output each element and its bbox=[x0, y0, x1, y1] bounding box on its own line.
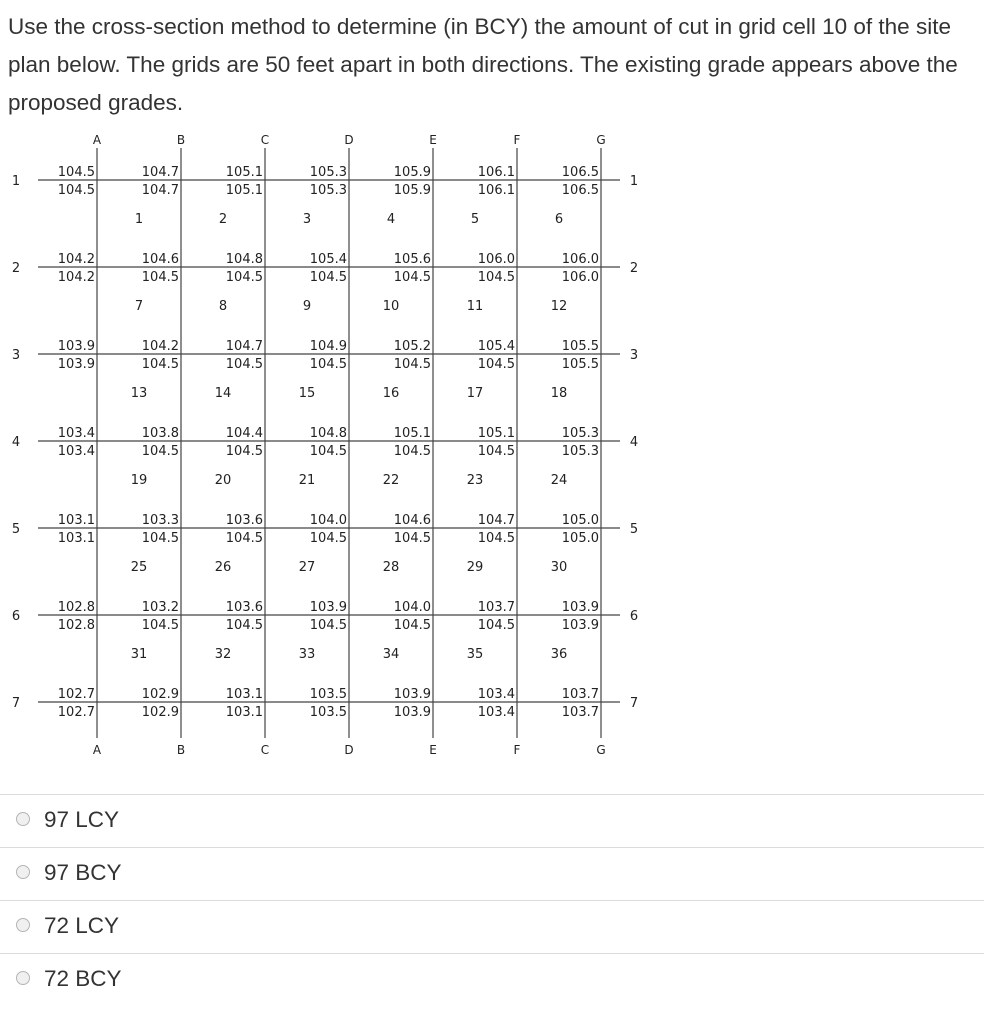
existing-elevation: 104.5 bbox=[57, 165, 95, 180]
row-label-left: 5 bbox=[11, 522, 21, 537]
grid-cell-number: 16 bbox=[382, 386, 400, 401]
proposed-elevation: 104.5 bbox=[309, 531, 347, 546]
grid-cell-number: 21 bbox=[298, 473, 316, 488]
grid-cell-number: 23 bbox=[466, 473, 484, 488]
existing-elevation: 105.1 bbox=[477, 426, 515, 441]
existing-elevation: 105.4 bbox=[477, 339, 515, 354]
proposed-elevation: 103.1 bbox=[57, 531, 95, 546]
column-label-bottom: E bbox=[429, 743, 437, 757]
proposed-elevation: 103.9 bbox=[561, 618, 599, 633]
existing-elevation: 104.0 bbox=[393, 600, 431, 615]
proposed-elevation: 105.0 bbox=[561, 531, 599, 546]
column-label-top: F bbox=[513, 133, 521, 147]
existing-elevation: 105.0 bbox=[561, 513, 599, 528]
question-text: Use the cross-section method to determine (in BCY) the amount of cut in grid cell 10 of the site plan below. The grids are 50 feet apart in both directions. The existing grade appears above the proposed grades. bbox=[8, 14, 958, 115]
column-label-top: E bbox=[429, 133, 437, 147]
proposed-elevation: 106.5 bbox=[561, 183, 599, 198]
existing-elevation: 103.5 bbox=[309, 687, 347, 702]
existing-elevation: 104.6 bbox=[141, 252, 179, 267]
proposed-elevation: 104.5 bbox=[141, 270, 179, 285]
grid-elevations bbox=[58, 165, 599, 720]
proposed-elevation: 104.5 bbox=[477, 618, 515, 633]
radio-button[interactable] bbox=[16, 971, 30, 985]
proposed-elevation: 104.5 bbox=[225, 618, 263, 633]
grid-cell-number: 2 bbox=[218, 212, 228, 227]
existing-elevation: 103.7 bbox=[477, 600, 515, 615]
grid-cell-number: 20 bbox=[214, 473, 232, 488]
radio-button[interactable] bbox=[16, 812, 30, 826]
existing-elevation: 103.7 bbox=[561, 687, 599, 702]
row-label-left: 1 bbox=[11, 174, 21, 189]
existing-elevation: 104.7 bbox=[225, 339, 263, 354]
grid-cell-number: 13 bbox=[130, 386, 148, 401]
existing-elevation: 105.4 bbox=[309, 252, 347, 267]
proposed-elevation: 103.9 bbox=[57, 357, 95, 372]
existing-elevation: 103.2 bbox=[141, 600, 179, 615]
proposed-elevation: 106.0 bbox=[561, 270, 599, 285]
proposed-elevation: 103.9 bbox=[393, 705, 431, 720]
grid-cell-number: 11 bbox=[466, 299, 484, 314]
radio-button[interactable] bbox=[16, 865, 30, 879]
proposed-elevation: 103.7 bbox=[561, 705, 599, 720]
column-label-bottom: B bbox=[176, 743, 186, 757]
option-label: 72 BCY bbox=[44, 966, 122, 991]
row-label-right: 5 bbox=[629, 522, 639, 537]
proposed-elevation: 104.5 bbox=[141, 618, 179, 633]
proposed-elevation: 102.7 bbox=[57, 705, 95, 720]
grid-cell-number: 19 bbox=[130, 473, 148, 488]
grid-cell-number: 24 bbox=[550, 473, 568, 488]
proposed-elevation: 104.5 bbox=[141, 531, 179, 546]
proposed-elevation: 104.5 bbox=[141, 444, 179, 459]
column-label-top: B bbox=[176, 133, 186, 147]
grid-cell-number: 9 bbox=[302, 299, 312, 314]
existing-elevation: 105.1 bbox=[393, 426, 431, 441]
proposed-elevation: 104.5 bbox=[477, 531, 515, 546]
grid-cell-number: 12 bbox=[550, 299, 568, 314]
grid-cell-number: 31 bbox=[130, 647, 148, 662]
existing-elevation: 106.0 bbox=[561, 252, 599, 267]
existing-elevation: 103.8 bbox=[141, 426, 179, 441]
proposed-elevation: 104.5 bbox=[477, 270, 515, 285]
grid-cell-number: 26 bbox=[214, 560, 232, 575]
existing-elevation: 104.7 bbox=[477, 513, 515, 528]
row-label-left: 7 bbox=[11, 696, 21, 711]
grid-cell-number: 3 bbox=[302, 212, 312, 227]
proposed-elevation: 104.5 bbox=[477, 444, 515, 459]
grid-cell-number: 8 bbox=[218, 299, 228, 314]
proposed-elevation: 104.5 bbox=[309, 357, 347, 372]
grid-cell-number: 32 bbox=[214, 647, 232, 662]
proposed-elevation: 104.5 bbox=[393, 444, 431, 459]
existing-elevation: 103.6 bbox=[225, 600, 263, 615]
existing-elevation: 104.6 bbox=[393, 513, 431, 528]
proposed-elevation: 104.5 bbox=[393, 357, 431, 372]
row-label-left: 6 bbox=[11, 609, 21, 624]
row-label-left: 4 bbox=[11, 435, 21, 450]
grid-cell-number: 36 bbox=[550, 647, 568, 662]
row-label-right: 4 bbox=[629, 435, 639, 450]
grid-cell-number: 7 bbox=[134, 299, 144, 314]
existing-elevation: 106.0 bbox=[477, 252, 515, 267]
column-label-top: G bbox=[596, 133, 606, 147]
grid-lines bbox=[38, 148, 620, 738]
proposed-elevation: 106.1 bbox=[477, 183, 515, 198]
option-72-lcy[interactable] bbox=[0, 900, 984, 952]
row-label-right: 2 bbox=[629, 261, 639, 276]
proposed-elevation: 104.5 bbox=[393, 270, 431, 285]
grid-cell-number: 1 bbox=[134, 212, 144, 227]
option-72-bcy[interactable] bbox=[0, 953, 984, 1005]
existing-elevation: 102.7 bbox=[57, 687, 95, 702]
proposed-elevation: 105.3 bbox=[561, 444, 599, 459]
existing-elevation: 104.8 bbox=[225, 252, 263, 267]
row-label-right: 7 bbox=[629, 696, 639, 711]
row-label-left: 3 bbox=[11, 348, 21, 363]
grid-cell-number: 25 bbox=[130, 560, 148, 575]
proposed-elevation: 103.4 bbox=[477, 705, 515, 720]
proposed-elevation: 105.9 bbox=[393, 183, 431, 198]
radio-button[interactable] bbox=[16, 918, 30, 932]
proposed-elevation: 103.4 bbox=[57, 444, 95, 459]
proposed-elevation: 104.5 bbox=[393, 531, 431, 546]
existing-elevation: 103.9 bbox=[309, 600, 347, 615]
existing-elevation: 105.5 bbox=[561, 339, 599, 354]
existing-elevation: 106.1 bbox=[477, 165, 515, 180]
existing-elevation: 103.4 bbox=[57, 426, 95, 441]
grid-cell-number: 35 bbox=[466, 647, 484, 662]
column-label-top: C bbox=[260, 133, 270, 147]
site-plan-grid bbox=[0, 130, 996, 770]
existing-elevation: 103.6 bbox=[225, 513, 263, 528]
proposed-elevation: 102.8 bbox=[57, 618, 95, 633]
proposed-elevation: 104.5 bbox=[309, 444, 347, 459]
grid-cell-number: 28 bbox=[382, 560, 400, 575]
grid-cell-number: 27 bbox=[298, 560, 316, 575]
existing-elevation: 105.1 bbox=[225, 165, 263, 180]
column-label-top: A bbox=[92, 133, 102, 147]
proposed-elevation: 104.5 bbox=[225, 357, 263, 372]
grid-cell-number: 6 bbox=[554, 212, 564, 227]
proposed-elevation: 102.9 bbox=[141, 705, 179, 720]
row-label-right: 6 bbox=[629, 609, 639, 624]
grid-cell-number: 29 bbox=[466, 560, 484, 575]
grid-cell-number: 33 bbox=[298, 647, 316, 662]
existing-elevation: 104.4 bbox=[225, 426, 263, 441]
existing-elevation: 103.9 bbox=[561, 600, 599, 615]
existing-elevation: 104.8 bbox=[309, 426, 347, 441]
grid-cell-number: 18 bbox=[550, 386, 568, 401]
existing-elevation: 104.7 bbox=[141, 165, 179, 180]
grid-cell-number: 15 bbox=[298, 386, 316, 401]
option-label: 72 LCY bbox=[44, 913, 120, 938]
existing-elevation: 105.3 bbox=[309, 165, 347, 180]
existing-elevation: 105.9 bbox=[393, 165, 431, 180]
proposed-elevation: 105.1 bbox=[225, 183, 263, 198]
column-label-bottom: D bbox=[344, 743, 354, 757]
proposed-elevation: 104.5 bbox=[225, 444, 263, 459]
option-97-lcy[interactable] bbox=[0, 794, 984, 846]
option-97-bcy[interactable] bbox=[0, 847, 984, 899]
proposed-elevation: 104.5 bbox=[225, 531, 263, 546]
column-label-bottom: C bbox=[260, 743, 270, 757]
existing-elevation: 104.2 bbox=[141, 339, 179, 354]
proposed-elevation: 104.5 bbox=[57, 183, 95, 198]
grid-cell-number: 10 bbox=[382, 299, 400, 314]
option-label: 97 LCY bbox=[44, 807, 120, 832]
existing-elevation: 105.2 bbox=[393, 339, 431, 354]
grid-cell-number: 34 bbox=[382, 647, 400, 662]
existing-elevation: 103.3 bbox=[141, 513, 179, 528]
grid-cell-number: 4 bbox=[386, 212, 396, 227]
column-label-bottom: F bbox=[513, 743, 521, 757]
proposed-elevation: 104.5 bbox=[477, 357, 515, 372]
existing-elevation: 105.3 bbox=[561, 426, 599, 441]
proposed-elevation: 104.5 bbox=[141, 357, 179, 372]
proposed-elevation: 104.2 bbox=[57, 270, 95, 285]
existing-elevation: 103.1 bbox=[225, 687, 263, 702]
proposed-elevation: 104.5 bbox=[309, 270, 347, 285]
grid-cell-number: 5 bbox=[470, 212, 480, 227]
proposed-elevation: 104.5 bbox=[309, 618, 347, 633]
column-label-bottom: A bbox=[92, 743, 102, 757]
option-label: 97 BCY bbox=[44, 860, 122, 885]
proposed-elevation: 105.3 bbox=[309, 183, 347, 198]
column-label-bottom: G bbox=[596, 743, 606, 757]
proposed-elevation: 104.7 bbox=[141, 183, 179, 198]
grid-cell-number: 22 bbox=[382, 473, 400, 488]
proposed-elevation: 104.5 bbox=[393, 618, 431, 633]
proposed-elevation: 103.1 bbox=[225, 705, 263, 720]
grid-cell-number: 14 bbox=[214, 386, 232, 401]
proposed-elevation: 103.5 bbox=[309, 705, 347, 720]
existing-elevation: 104.9 bbox=[309, 339, 347, 354]
grid-cell-number: 17 bbox=[466, 386, 484, 401]
existing-elevation: 103.1 bbox=[57, 513, 95, 528]
proposed-elevation: 104.5 bbox=[225, 270, 263, 285]
grid-cell-number: 30 bbox=[550, 560, 568, 575]
row-label-right: 3 bbox=[629, 348, 639, 363]
existing-elevation: 105.6 bbox=[393, 252, 431, 267]
existing-elevation: 106.5 bbox=[561, 165, 599, 180]
proposed-elevation: 105.5 bbox=[561, 357, 599, 372]
column-label-top: D bbox=[344, 133, 354, 147]
existing-elevation: 102.9 bbox=[141, 687, 179, 702]
existing-elevation: 103.9 bbox=[57, 339, 95, 354]
existing-elevation: 104.0 bbox=[309, 513, 347, 528]
row-label-left: 2 bbox=[11, 261, 21, 276]
row-label-right: 1 bbox=[629, 174, 639, 189]
existing-elevation: 103.4 bbox=[477, 687, 515, 702]
existing-elevation: 103.9 bbox=[393, 687, 431, 702]
existing-elevation: 102.8 bbox=[57, 600, 95, 615]
existing-elevation: 104.2 bbox=[57, 252, 95, 267]
